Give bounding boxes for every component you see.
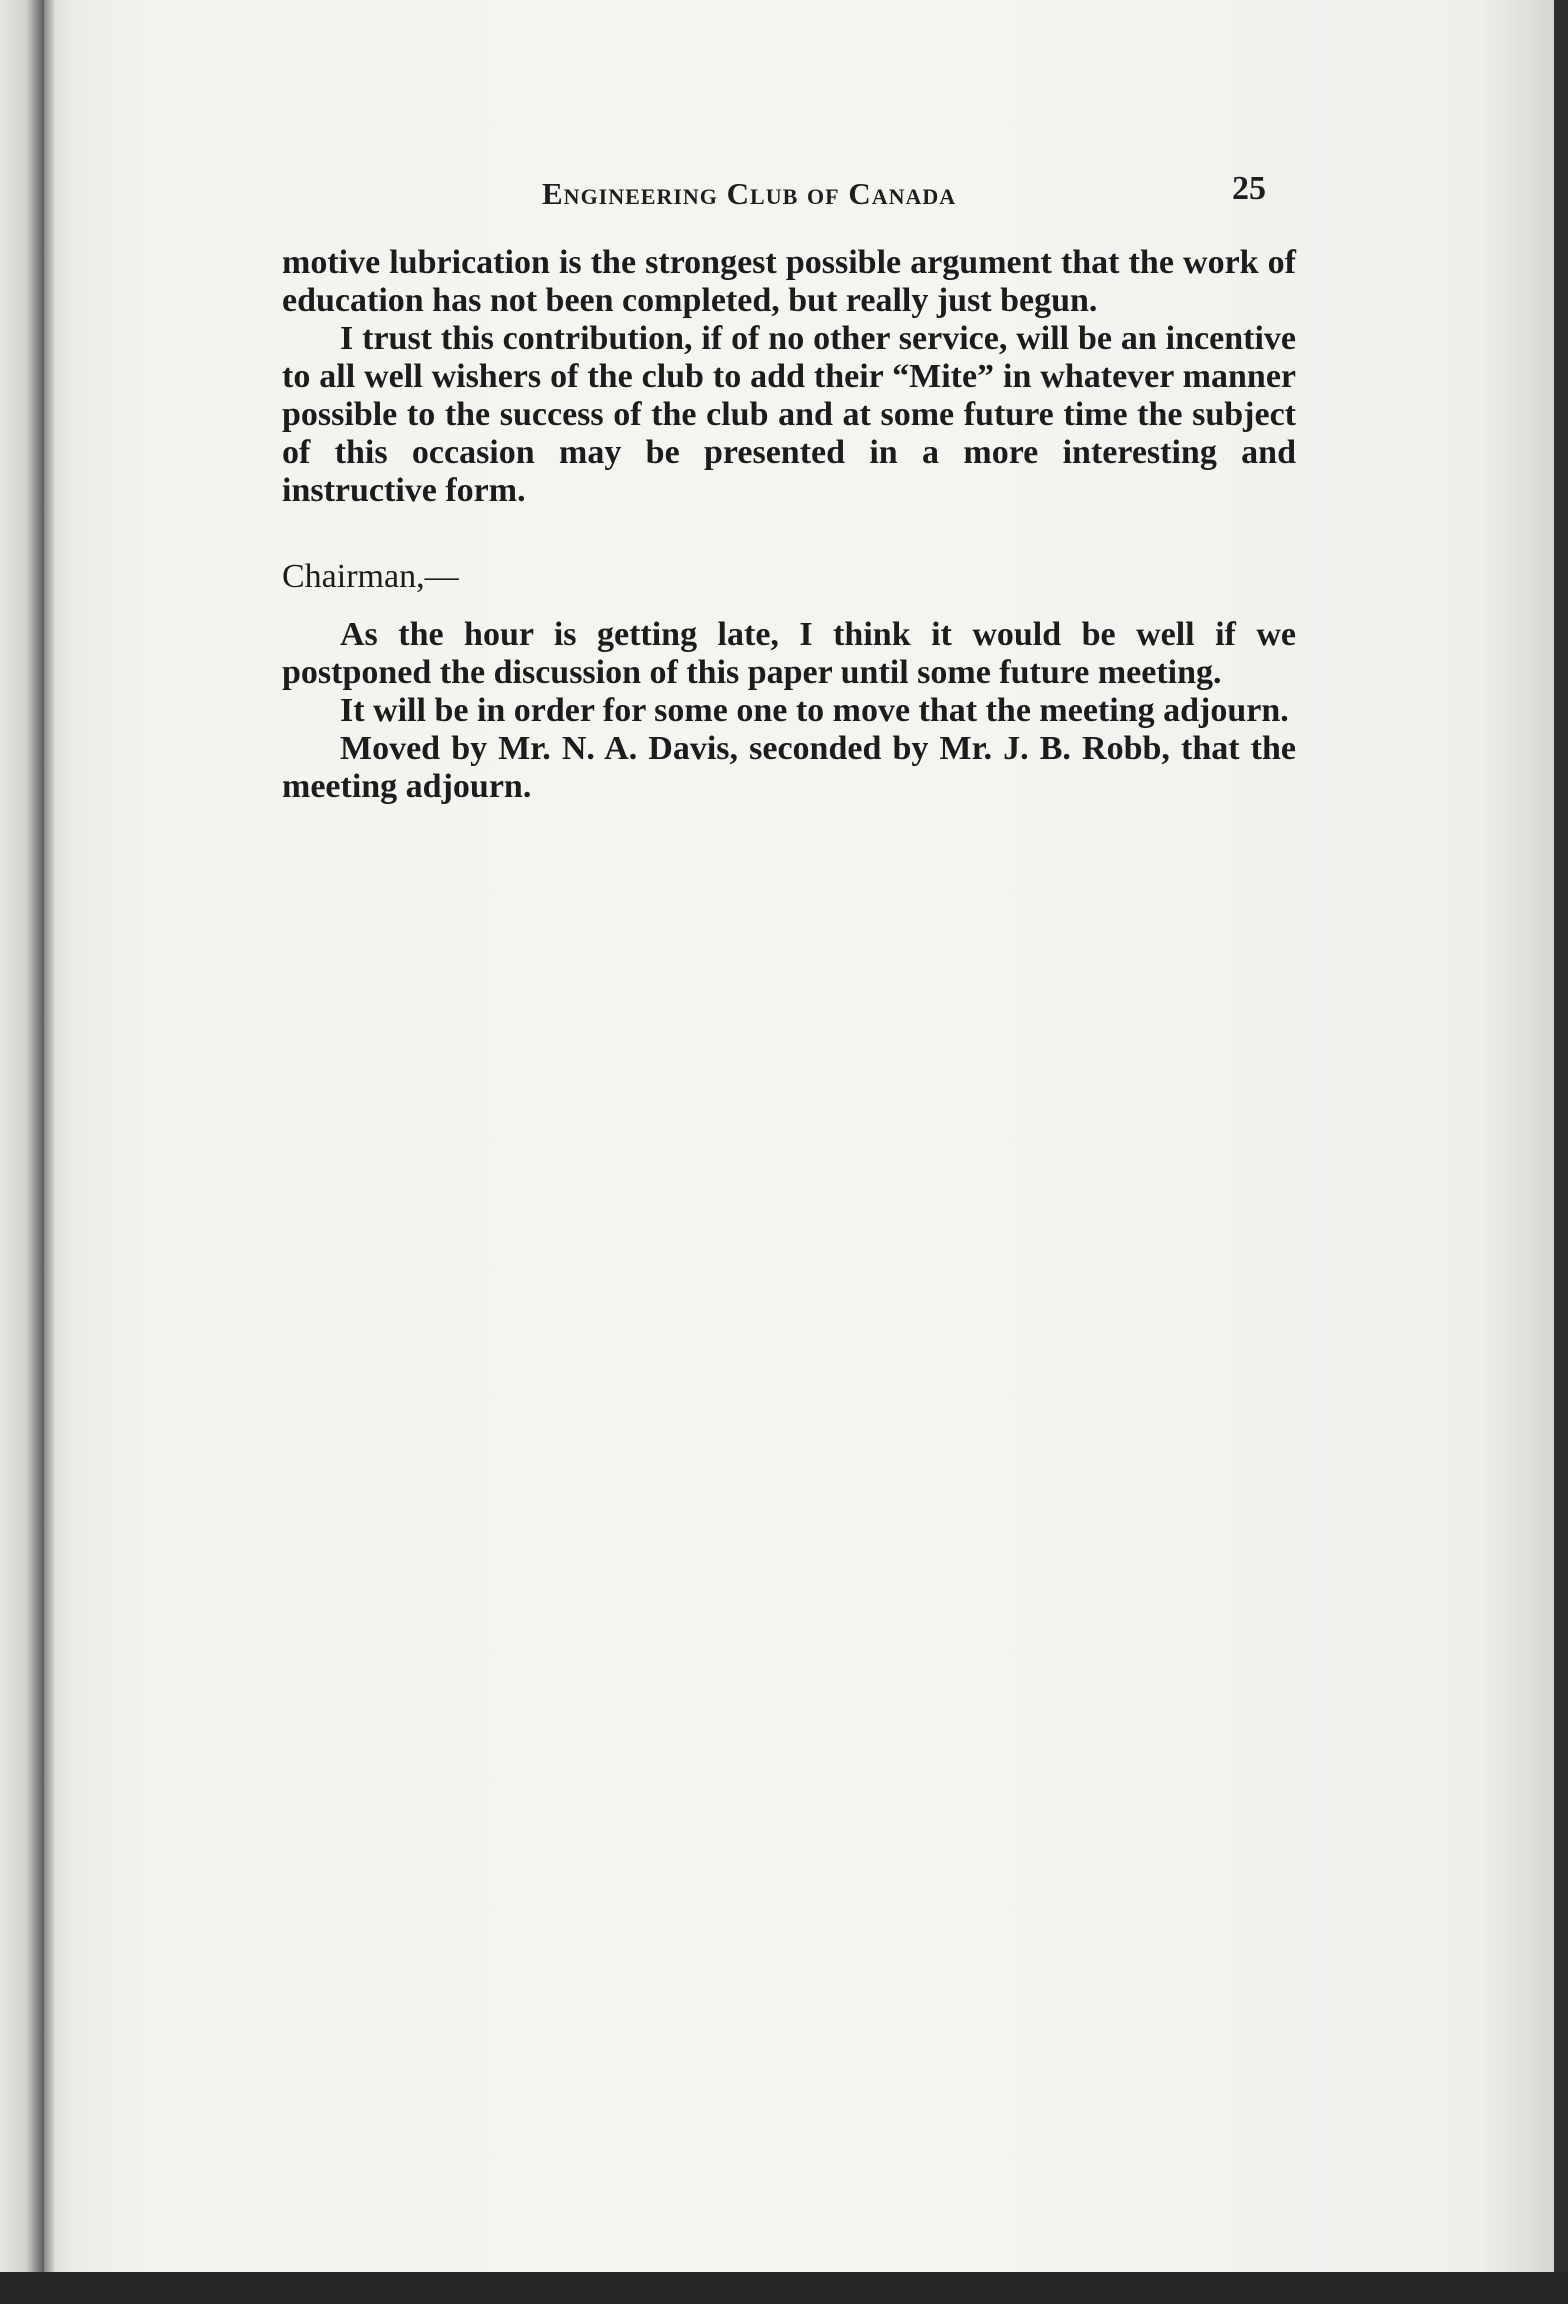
body-text <box>282 244 1296 806</box>
scan-bottom-border <box>0 2272 1568 2304</box>
paragraph-postpone: As the hour is getting late, I think it would be well if we postponed the discussion of this paper until some future meeting. <box>282 616 1296 691</box>
paragraph-motion-request: It will be in order for some one to move that the meeting adjourn. <box>340 692 1289 729</box>
running-title: Engineering Club of Canada <box>542 176 957 211</box>
paragraph-contribution: I trust this contribution, if of no other service, will be an incentive to all well wishers of the club to add their “Mite” in whatever manner possible to the success of the club and at some future time the subject of this occasion may be presented in a more interesting and instructive form. <box>282 320 1296 509</box>
speaker-label: Chairman,— <box>282 558 459 595</box>
running-head <box>282 170 1282 214</box>
facing-page-edge <box>0 0 44 2304</box>
paragraph-motion: Moved by Mr. N. A. Davis, seconded by Mr. J. B. Robb, that the meeting adjourn. <box>282 730 1296 805</box>
page-number: 25 <box>1232 170 1266 207</box>
paragraph-continuation: motive lubrication is the strongest possible argument that the work of education has not been completed, but really just begun. <box>282 244 1296 319</box>
